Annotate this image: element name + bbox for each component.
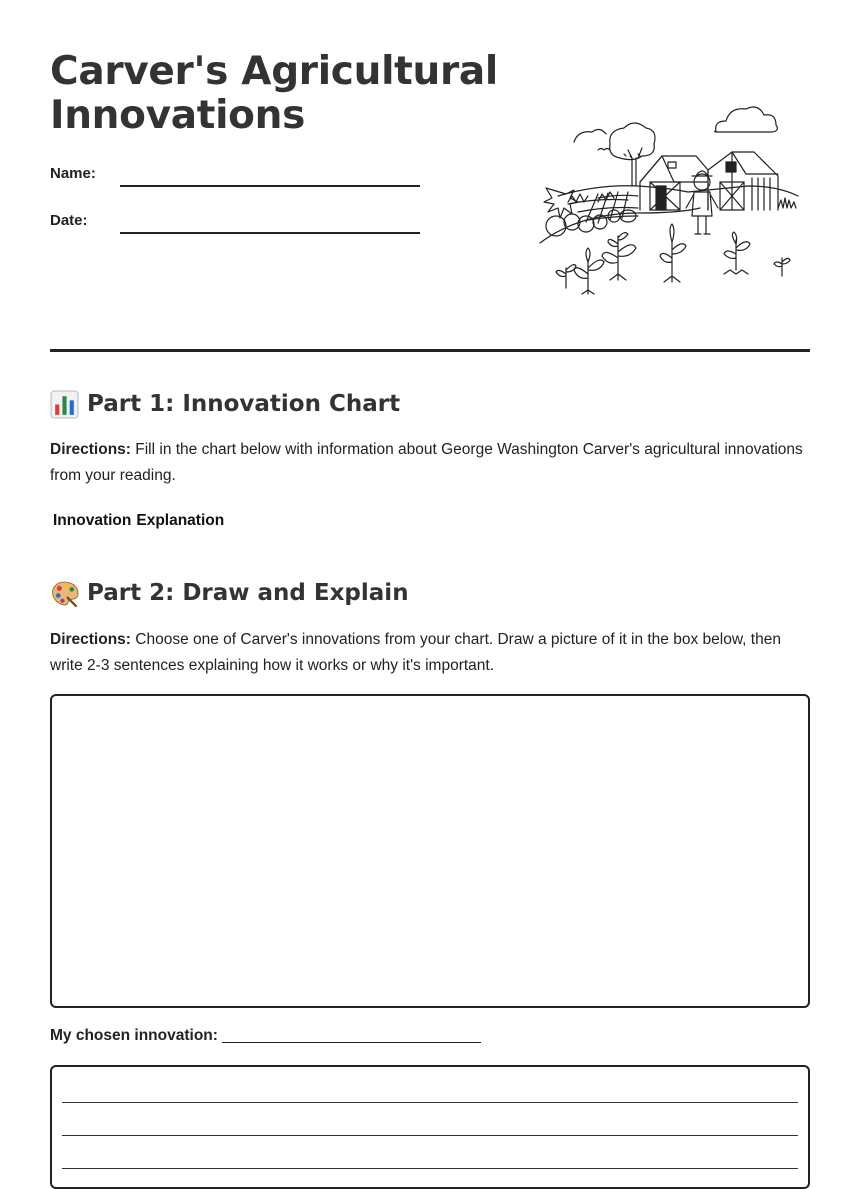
farm-illustration <box>538 98 803 298</box>
seedling-icon <box>724 232 750 274</box>
chart-column-explanation: Explanation <box>136 512 225 529</box>
writing-line[interactable] <box>62 1135 798 1136</box>
part1-directions-label: Directions: <box>50 441 131 458</box>
chosen-innovation-blank[interactable]: ______________________________ <box>217 1027 481 1044</box>
part1-directions-text: Fill in the chart below with information about George Washington Carver's agricultural innovations from your reading. <box>50 441 803 484</box>
chart-column-innovation: Innovation <box>53 512 132 529</box>
seedling-icon <box>574 248 604 294</box>
worksheet-page <box>50 0 810 1161</box>
seedling-icon <box>556 265 576 288</box>
seedling-icon <box>660 224 686 282</box>
name-field <box>50 157 430 187</box>
worksheet-title <box>50 50 510 138</box>
bar-chart-icon <box>50 390 79 419</box>
chosen-innovation <box>50 1027 481 1045</box>
name-blank-line[interactable] <box>120 185 420 187</box>
name-label: Name: <box>50 165 96 182</box>
part1-heading <box>50 388 400 420</box>
tree-icon <box>610 123 655 160</box>
date-label: Date: <box>50 212 88 229</box>
date-blank-line[interactable] <box>120 232 420 234</box>
writing-line[interactable] <box>62 1102 798 1103</box>
part1-directions <box>50 437 810 489</box>
chosen-innovation-label: My chosen innovation: <box>50 1027 218 1044</box>
date-field <box>50 204 430 234</box>
palette-icon <box>50 579 79 608</box>
innovation-chart-header <box>53 512 224 530</box>
seedling-icon <box>774 258 790 276</box>
writing-line[interactable] <box>62 1168 798 1169</box>
part2-directions <box>50 627 810 679</box>
seedling-icon <box>602 233 636 280</box>
section-divider <box>50 349 810 352</box>
drawing-box[interactable] <box>50 694 810 1008</box>
barn-icon <box>708 152 778 210</box>
cloud-icon <box>574 129 606 142</box>
part2-heading <box>50 577 409 609</box>
part2-directions-text: Choose one of Carver's innovations from your chart. Draw a picture of it in the box below, then write 2-3 sentences explaining how it works or why it's important. <box>50 631 781 674</box>
part2-title: Part 2: Draw and Explain <box>87 580 409 606</box>
part1-title: Part 1: Innovation Chart <box>87 391 401 417</box>
title-line-2: Innovations <box>50 93 306 138</box>
title-line-1: Carver's Agricultural <box>50 49 498 94</box>
explanation-writing-box[interactable] <box>50 1065 810 1189</box>
part2-directions-label: Directions: <box>50 631 131 648</box>
cloud-icon <box>715 107 778 132</box>
